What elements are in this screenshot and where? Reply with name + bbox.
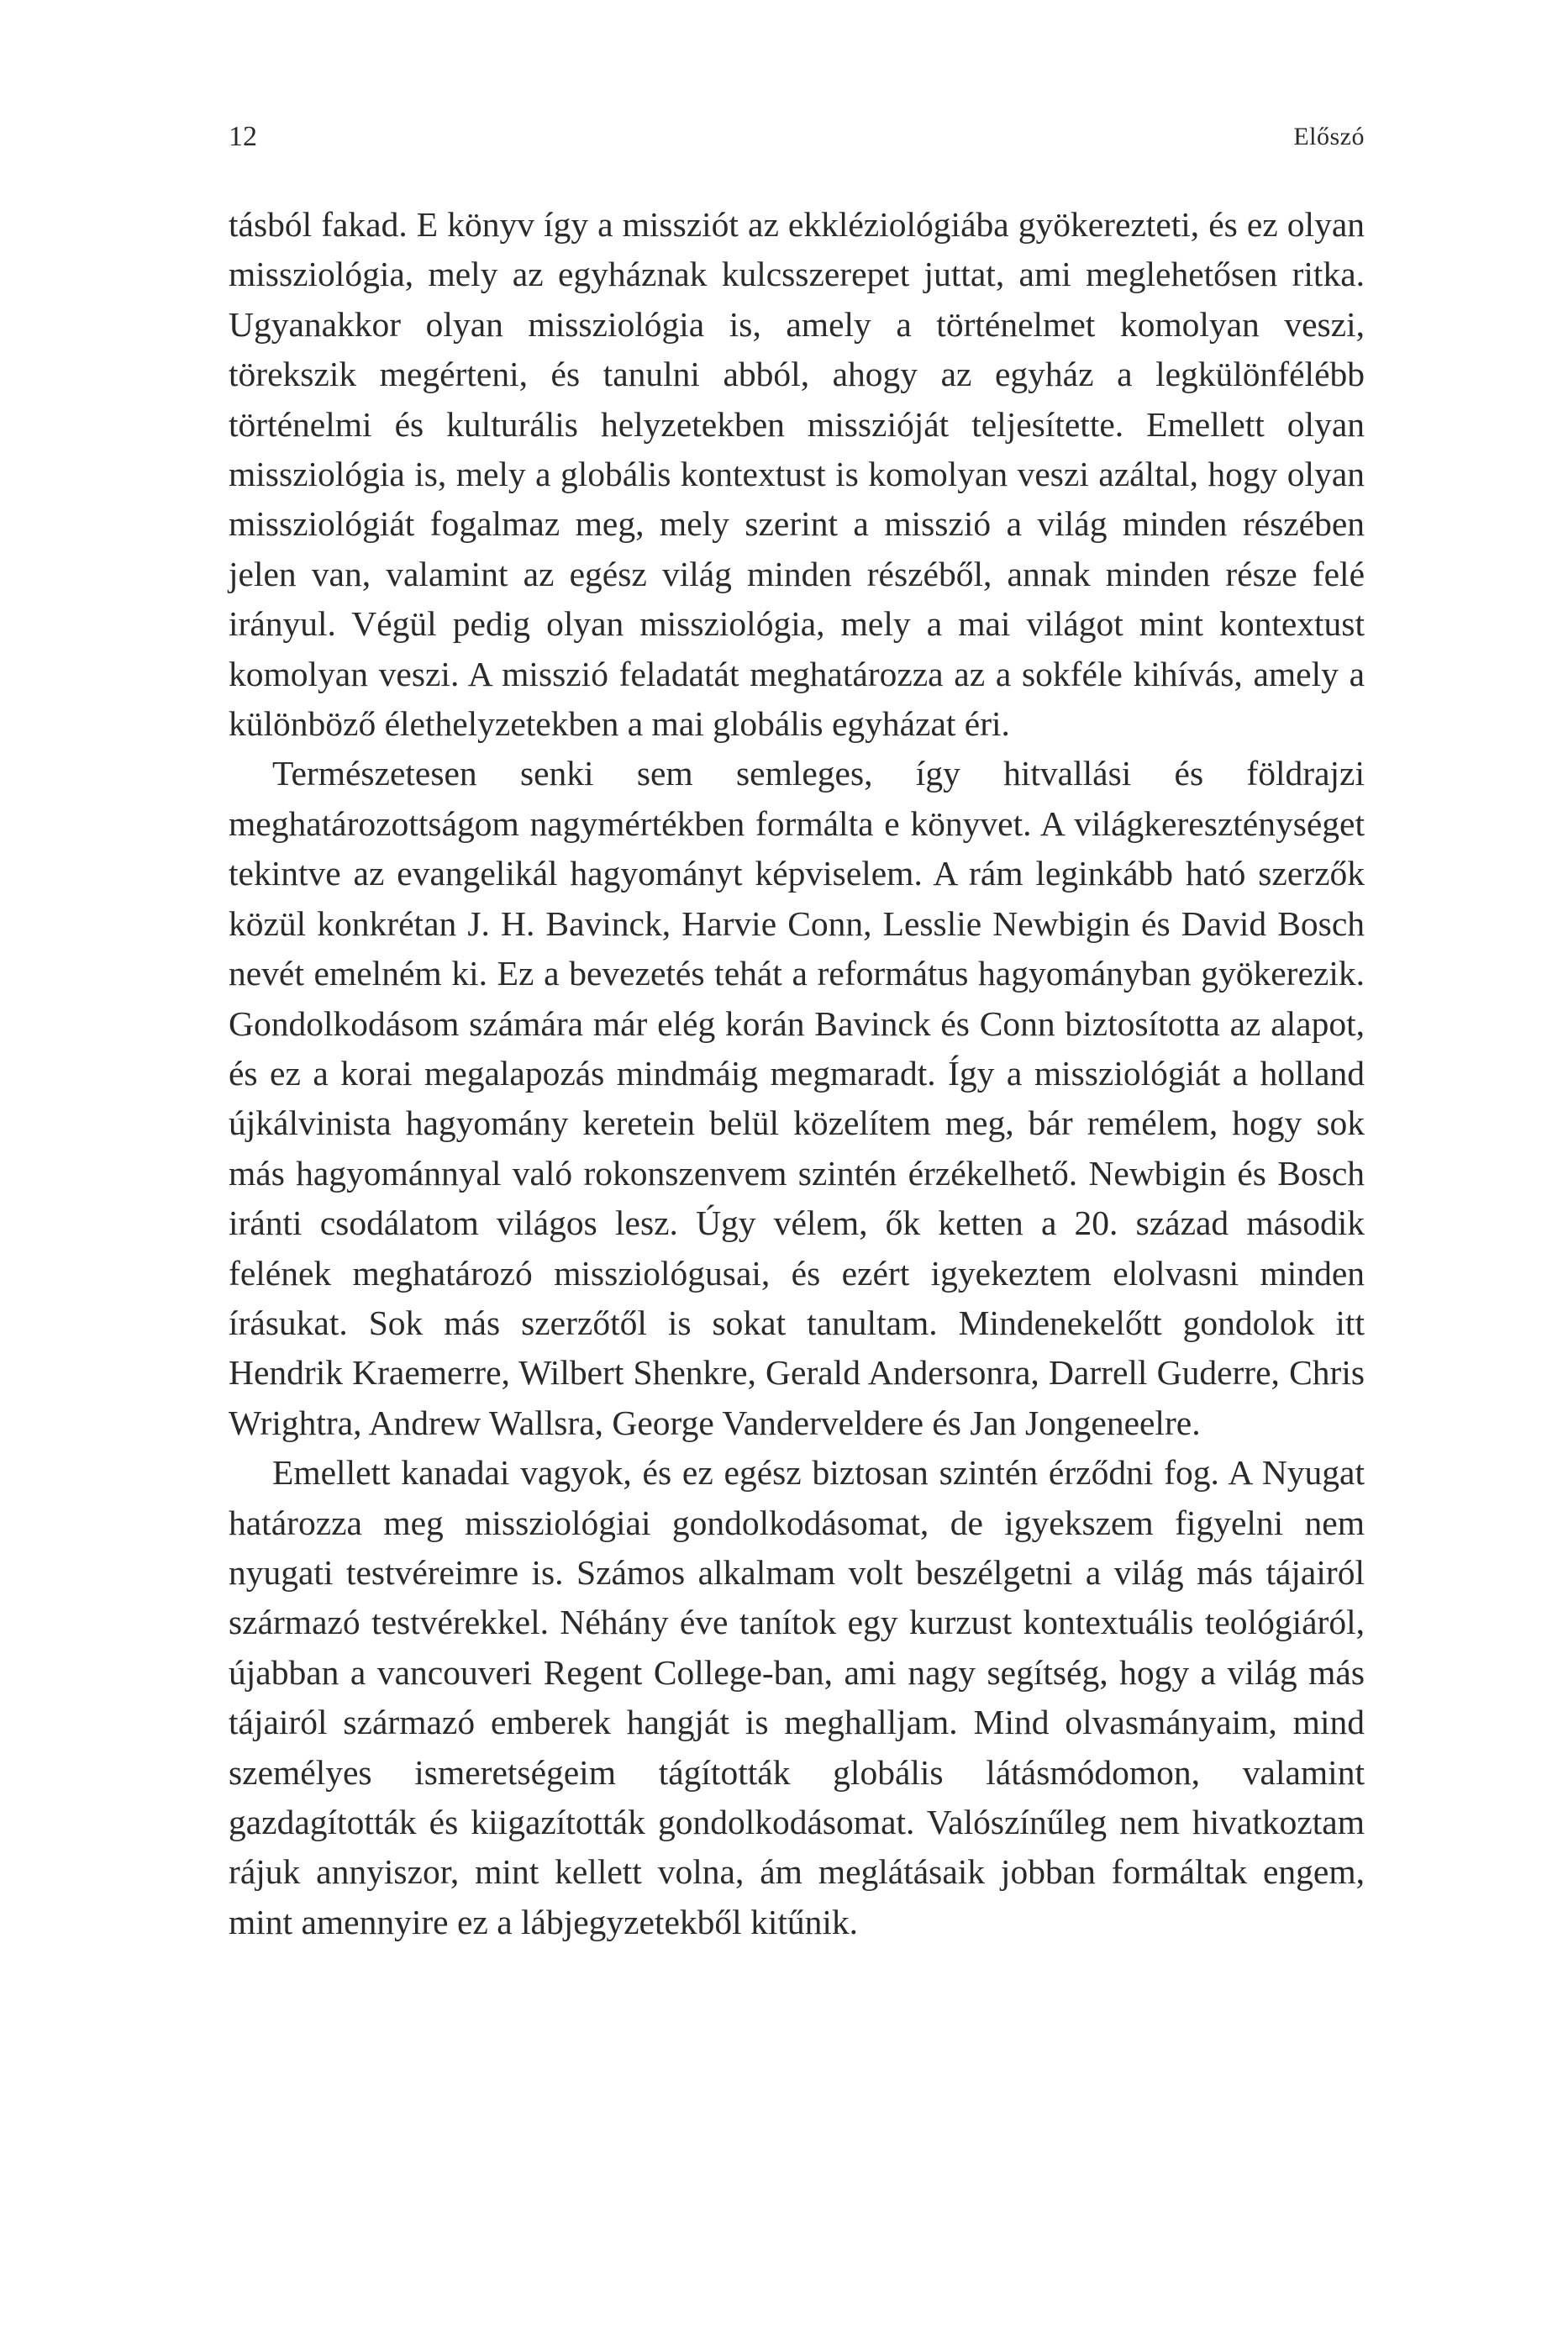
running-title: Előszó xyxy=(1293,123,1365,150)
paragraph-continued: tásból fakad. E könyv így a missziót az ekkléziológiába gyökerezteti, és ez olyan missziológia, mely az egyháznak kulcsszerepet juttat, ami meglehetősen ritka. Ugyanakkor olyan missziológia is, amely a történelmet komolyan veszi, törekszik megérteni, és tanulni abból, ahogy az egyház a legkülönfélébb történelmi és kulturális helyzetekben misszióját teljesítette. Emellett olyan missziológia is, mely a globális kontextust is komolyan veszi azáltal, hogy olyan missziológiát fogalmaz meg, mely szerint a misszió a világ minden részében jelen van, valamint az egész világ minden részéből, annak minden része felé irányul. Végül pedig olyan missziológia, mely a mai világot mint kontextust komolyan veszi. A misszió feladatát meghatározza az a sokféle kihívás, amely a különböző élethelyzetekben a mai globális egyházat éri. xyxy=(229,205,1365,744)
paragraph: Természetesen senki sem semleges, így hitvallási és földrajzi meghatározottságom nagymértékben formálta e könyvet. A világkereszténységet tekintve az evangelikál hagyományt képviselem. A rám leginkább ható szerzők közül konkrétan J. H. Bavinck, Harvie Conn, Lesslie Newbigin és David Bosch nevét emelném ki. Ez a bevezetés tehát a református hagyományban gyökerezik. Gondolkodásom számára már elég korán Bavinck és Conn biztosította az alapot, és ez a korai megalapozás mindmáig megmaradt. Így a missziológiát a holland újkálvinista hagyomány keretein belül közelítem meg, bár remélem, hogy sok más hagyománnyal való rokonszenvem szintén érzékelhető. Newbigin és Bosch iránti csodálatom világos lesz. Úgy vélem, ők ketten a 20. század második felének meghatározó missziológusai, és ezért igyekeztem elolvasni minden írásukat. Sok más szerzőtől is sokat tanultam. Mindenekelőtt gondolok itt Hendrik Kraemerre, Wilbert Shenkre, Gerald Andersonra, Darrell Guderre, Chris Wrightra, Andrew Wallsra, George Vanderveldere és Jan Jongeneelre. xyxy=(229,754,1365,1442)
page-number: 12 xyxy=(229,121,257,152)
running-head xyxy=(229,116,1365,158)
paragraph: Emellett kanadai vagyok, és ez egész biztosan szintén érződni fog. A Nyugat határozza meg missziológiai gondolkodásomat, de igyekszem figyelni nem nyugati testvéreimre is. Számos alkalmam volt beszélgetni a világ más tájairól származó testvérekkel. Néhány éve tanítok egy kurzust kontextuális teológiáról, újabban a vancouveri Regent College-ban, ami nagy segítség, hogy a világ más tájairól származó emberek hangját is meghalljam. Mind olvasmányaim, mind személyes ismeretségeim tágították globális látásmódomon, valamint gazdagították és kiigazították gondolkodásomat. Valószínűleg nem hivatkoztam rájuk annyiszor, mint kellett volna, ám meglátásaik jobban formáltak engem, mint amennyire ez a lábjegyzetekből kitűnik. xyxy=(229,1453,1365,1941)
body-text xyxy=(229,200,1365,1947)
